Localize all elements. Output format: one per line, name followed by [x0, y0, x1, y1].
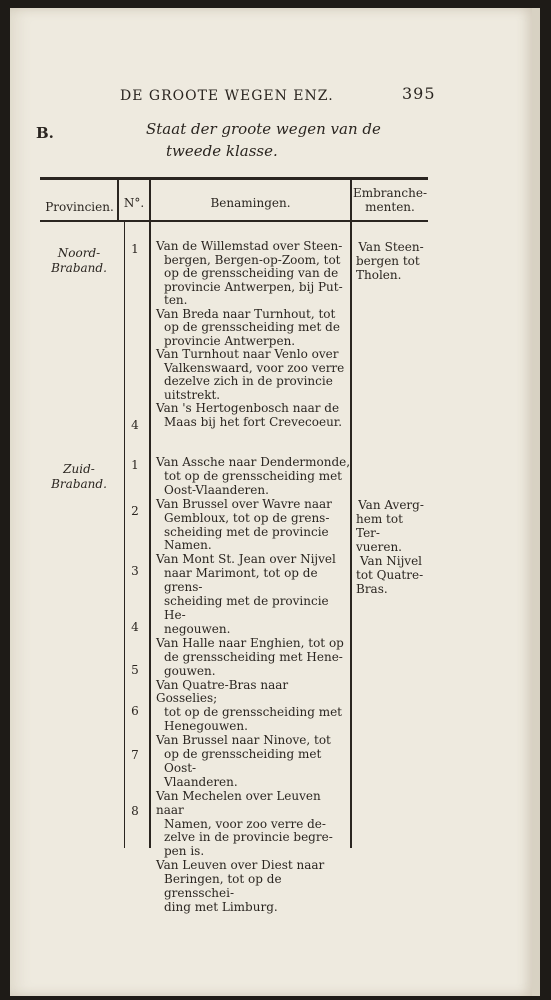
header-title: DE GROOTE WEGEN ENZ.	[120, 88, 334, 104]
desc-line: pen is.	[164, 844, 205, 859]
header-embranchementen-1: Embranche-	[352, 186, 428, 200]
desc-line: negouwen.	[164, 621, 231, 636]
section-heading	[146, 118, 446, 162]
desc-line: gouwen.	[164, 663, 216, 678]
desc-line: Van Turnhout naar Venlo over	[156, 347, 339, 361]
desc-line: naar Marimont, tot op de grens-	[164, 566, 318, 595]
row-number: 1	[131, 458, 139, 472]
header-embranchementen-2: menten.	[365, 200, 415, 214]
emb-line: Van Averg-	[358, 498, 424, 512]
table-top-rule	[40, 177, 428, 180]
desc-line: op de grensscheiding met Oost-	[164, 747, 322, 775]
province-noord-2: Braband.	[51, 261, 107, 275]
desc-line: Oost-Vlaanderen.	[164, 482, 269, 497]
header-benamingen: Benamingen.	[210, 196, 291, 210]
header-embranchementen	[352, 186, 428, 214]
zuid-descriptions	[156, 456, 352, 915]
desc-line: Namen, voor zoo verre de-	[164, 816, 326, 831]
desc-line: tot op de grensscheiding met	[164, 705, 343, 720]
desc-line: Van Brussel over Wavre naar	[156, 496, 332, 511]
page-number: 395	[402, 84, 436, 103]
desc-line: uitstrekt.	[164, 387, 221, 402]
row-number: 4	[131, 620, 139, 634]
row-number: 8	[131, 804, 139, 818]
header-provincien: Provincien.	[45, 200, 114, 214]
desc-line: Vlaanderen.	[164, 774, 238, 789]
province-noord-braband	[44, 246, 114, 276]
row-number: 3	[131, 564, 139, 578]
emb-line: vueren.	[356, 540, 402, 554]
emb-line: Van Nijvel	[359, 554, 423, 568]
section-heading-line-1: Staat der groote wegen van de	[146, 120, 381, 138]
desc-line: Van Brussel naar Ninove, tot	[156, 733, 331, 748]
desc-line: dezelve zich in de provincie	[164, 374, 333, 388]
desc-line: provincie Antwerpen.	[164, 333, 296, 348]
row-number: 4	[131, 418, 139, 432]
emb-line: tot Quatre-	[356, 568, 424, 582]
emb-line: Van Steen-	[358, 240, 424, 254]
table-header-rule	[40, 220, 428, 222]
zuid-embranchement-b	[356, 554, 426, 596]
desc-line: Gembloux, tot op de grens-	[164, 510, 330, 525]
page-edge	[532, 8, 540, 996]
section-letter: B.	[36, 124, 54, 142]
desc-line: Van Mont St. Jean over Nijvel	[156, 552, 336, 567]
emb-line: Tholen.	[356, 268, 402, 282]
desc-line: zelve in de provincie begre-	[164, 830, 333, 845]
noord-descriptions	[156, 240, 352, 429]
zuid-embranchement-a	[356, 498, 426, 554]
desc-line: ding met Limburg.	[164, 900, 278, 914]
row-number: 5	[131, 663, 139, 677]
desc-line: Beringen, tot op de grensschei-	[164, 872, 282, 901]
desc-line: Van Halle naar Enghien, tot op	[156, 635, 344, 650]
desc-line: ten.	[164, 293, 188, 307]
desc-line: Van 's Hertogenbosch naar de	[156, 401, 340, 415]
column-divider-2	[149, 180, 151, 848]
desc-line: provincie Antwerpen, bij Put-	[164, 279, 343, 294]
desc-line: Van Quatre-Bras naar Gosselies;	[156, 677, 289, 706]
province-zuid-braband	[44, 462, 114, 492]
desc-line: Van Breda naar Turnhout, tot	[156, 306, 336, 321]
row-number: 6	[131, 704, 139, 718]
desc-line: Van Mechelen over Leuven naar	[156, 788, 321, 817]
desc-line: Van Leuven over Diest naar	[156, 858, 325, 873]
desc-line: de grensscheiding met Hene-	[164, 649, 343, 664]
desc-line: scheiding met de provincie	[164, 524, 329, 539]
province-zuid-1: Zuid-	[63, 462, 95, 476]
section-heading-line-2: tweede klasse.	[166, 142, 278, 160]
emb-line: hem tot Ter-	[356, 512, 403, 540]
desc-line: Valkenswaard, voor zoo verre	[164, 360, 345, 375]
desc-line: Van de Willemstad over Steen-	[156, 239, 343, 253]
desc-line: scheiding met de provincie He-	[164, 594, 329, 622]
desc-line: bergen, Bergen-op-Zoom, tot	[164, 252, 341, 267]
desc-line: op de grensscheiding met de	[164, 320, 340, 334]
header-nr: N°.	[123, 196, 145, 210]
row-number: 7	[131, 748, 139, 762]
desc-line: Maas bij het fort Crevecoeur.	[164, 414, 343, 429]
emb-line: Bras.	[356, 582, 388, 596]
desc-line: Henegouwen.	[164, 719, 248, 734]
emb-line: bergen tot	[356, 254, 420, 268]
province-zuid-2: Braband.	[51, 477, 107, 491]
row-number: 1	[131, 242, 139, 256]
noord-embranchement	[356, 240, 426, 282]
desc-line: Van Assche naar Dendermonde,	[156, 455, 351, 469]
row-number: 2	[131, 504, 139, 518]
desc-line: op de grensscheiding van de	[164, 266, 339, 280]
desc-line: tot op de grensscheiding met	[164, 468, 343, 483]
desc-line: Namen.	[164, 538, 212, 553]
province-noord-1: Noord-	[57, 246, 101, 260]
